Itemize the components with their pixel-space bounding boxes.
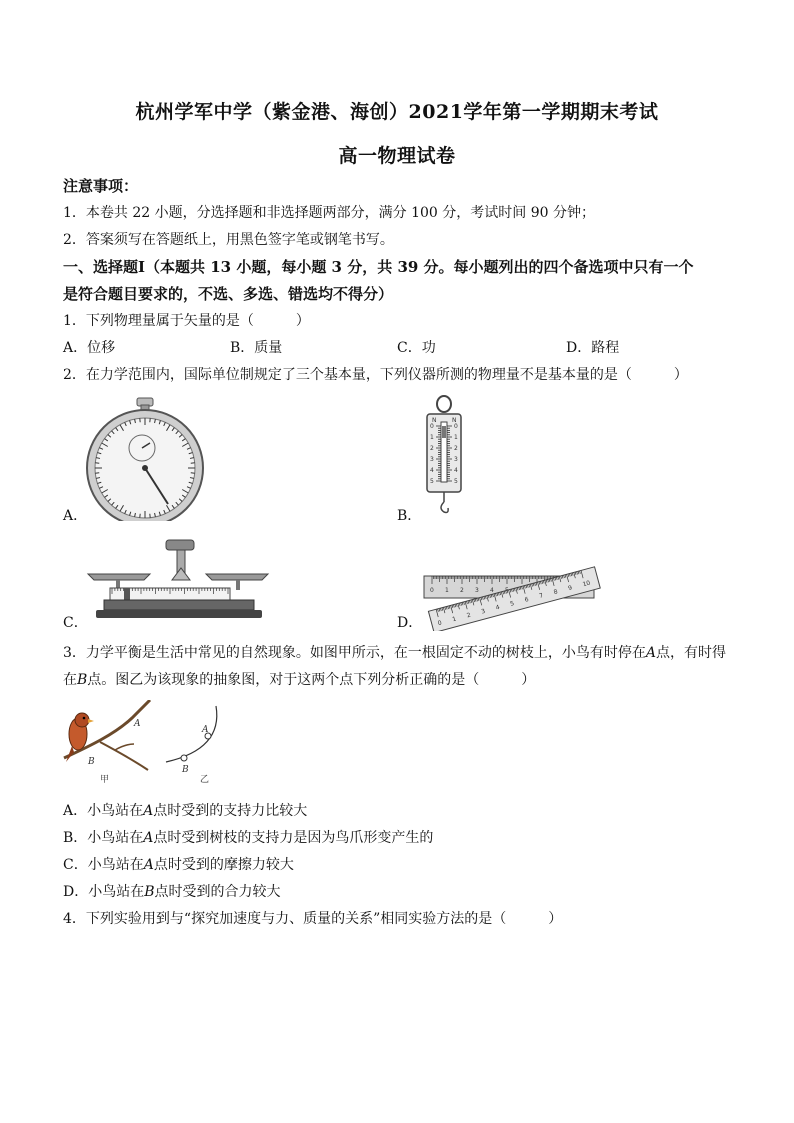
q1-option-c: C．功 — [397, 340, 436, 356]
q3-option-d — [63, 881, 281, 901]
q1-stem: 1．下列物理量属于矢量的是（ ） — [63, 313, 310, 329]
ruler-digit: 2 — [460, 587, 464, 594]
q3-option-d-post: 点时受到的合力较大 — [154, 884, 281, 900]
q2-label-a: A． — [63, 508, 88, 524]
section1-heading-line2: 是符合题目要求的，不选、多选、错选均不得分） — [63, 285, 394, 303]
q3-option-b — [63, 827, 433, 847]
fig-jia-caption: 甲 — [100, 775, 110, 785]
q3-option-a — [63, 800, 307, 820]
bird-branch-figure — [60, 700, 160, 788]
scale-digit: 4 — [430, 467, 434, 474]
scale-digit: 5 — [430, 478, 434, 485]
ruler-digit: 4 — [490, 587, 494, 594]
q3-stem-text2-start: 在 — [63, 672, 77, 688]
q3-option-a-point: A — [143, 803, 154, 819]
q3-option-c — [63, 854, 294, 874]
ruler-digit: 0 — [430, 587, 434, 594]
q3-option-b-point: A — [143, 830, 154, 846]
abstract-arc-figure — [162, 700, 232, 788]
q3-option-b-pre: B．小鸟站在 — [63, 830, 144, 846]
scale-digit: 4 — [454, 467, 458, 474]
q3-option-c-point: A — [143, 857, 154, 873]
q3-option-a-post: 点时受到的支持力比较大 — [153, 803, 308, 819]
q4-stem: 4．下列实验用到与“探究加速度与力、质量的关系”相同实验方法的是（ ） — [63, 911, 563, 927]
q3-option-c-post: 点时受到的摩擦力较大 — [153, 857, 294, 873]
q3-option-b-post: 点时受到树枝的支持力是因为鸟爪形变产生的 — [153, 830, 434, 846]
scale-digit: 1 — [454, 434, 458, 441]
ruler-digit: 6 — [523, 596, 530, 604]
fig-yi-label-b: B — [182, 765, 189, 775]
q3-point-a: A — [645, 645, 657, 661]
svg-text:N: N — [452, 417, 457, 424]
q3-stem-text1: 3．力学平衡是生活中常见的自然现象。如图甲所示，在一根固定不动的树枝上，小鸟有时停在 — [63, 645, 646, 661]
notes-heading: 注意事项： — [63, 177, 139, 195]
section1-heading-line1: 一、选择题Ⅰ（本题共 13 小题，每小题 3 分，共 39 分。每小题列出的四个备选项中只有一个 — [63, 258, 694, 276]
balance-figure — [86, 532, 270, 624]
fig-jia-label-a: A — [134, 719, 141, 729]
ruler-digit: 1 — [451, 615, 458, 624]
stopwatch-figure — [80, 396, 210, 521]
scale-digit: 3 — [430, 456, 434, 463]
ruler-digit: 2 — [466, 611, 472, 620]
ruler-digit: 5 — [509, 599, 516, 608]
notes-item-1: 1．本卷共 22 小题，分选择题和非选择题两部分，满分 100 分，考试时间 90 分钟； — [63, 205, 595, 221]
q3-stem-line1 — [63, 642, 726, 662]
q3-option-a-pre: A．小鸟站在 — [63, 803, 144, 819]
scale-digit: 0 — [430, 423, 434, 430]
q2-label-c: C． — [63, 615, 88, 631]
q3-point-b: B — [77, 672, 88, 688]
ruler-figure — [422, 543, 602, 631]
scale-digit: 3 — [454, 456, 458, 463]
q3-stem-text2-end: 点。图乙为该现象的抽象图，对于这两个点下列分析正确的是（ ） — [87, 672, 536, 688]
q3-option-d-point: B — [144, 884, 155, 900]
q3-option-d-pre: D．小鸟站在 — [63, 884, 145, 900]
notes-item-2: 2．答案须写在答题纸上，用黑色签字笔或钢笔书写。 — [63, 232, 394, 248]
spring-scale-figure — [418, 392, 470, 522]
q3-option-c-pre: C．小鸟站在 — [63, 857, 144, 873]
ruler-digit: 3 — [475, 587, 479, 594]
ruler-digit: 1 — [445, 587, 449, 594]
ruler-digit: 10 — [581, 579, 592, 589]
exam-subtitle: 高一物理试卷 — [338, 145, 456, 167]
q1-option-d: D．路程 — [566, 340, 620, 356]
q2-stem: 2．在力学范围内，国际单位制规定了三个基本量，下列仪器所测的物理量不是基本量的是（ ） — [63, 367, 688, 383]
fig-yi-label-a: A — [202, 725, 209, 735]
q2-label-b: B． — [397, 508, 422, 524]
scale-digit: 2 — [430, 445, 434, 452]
scale-digit: 0 — [454, 423, 458, 430]
ruler-digit: 9 — [567, 584, 573, 593]
ruler-digit: 0 — [437, 619, 443, 628]
fig-jia-label-b: B — [88, 757, 95, 767]
ruler-digit: 3 — [480, 607, 487, 616]
q3-stem-line2 — [63, 669, 535, 689]
q1-option-b: B．质量 — [230, 340, 283, 356]
scale-digit: 2 — [454, 445, 458, 452]
ruler-digit: 8 — [552, 588, 559, 597]
q3-stem-text1-end: 点，有时得 — [656, 645, 727, 661]
q1-option-a: A．位移 — [63, 340, 116, 356]
exam-title: 杭州学军中学（紫金港、海创）2021学年第一学期期末考试 — [135, 101, 659, 123]
ruler-digit: 7 — [538, 592, 544, 600]
svg-text:N: N — [432, 417, 437, 424]
scale-digit: 1 — [430, 434, 434, 441]
q2-label-d: D． — [397, 615, 423, 631]
ruler-digit: 4 — [495, 603, 501, 612]
scale-digit: 5 — [454, 478, 458, 485]
fig-yi-caption: 乙 — [200, 775, 210, 785]
